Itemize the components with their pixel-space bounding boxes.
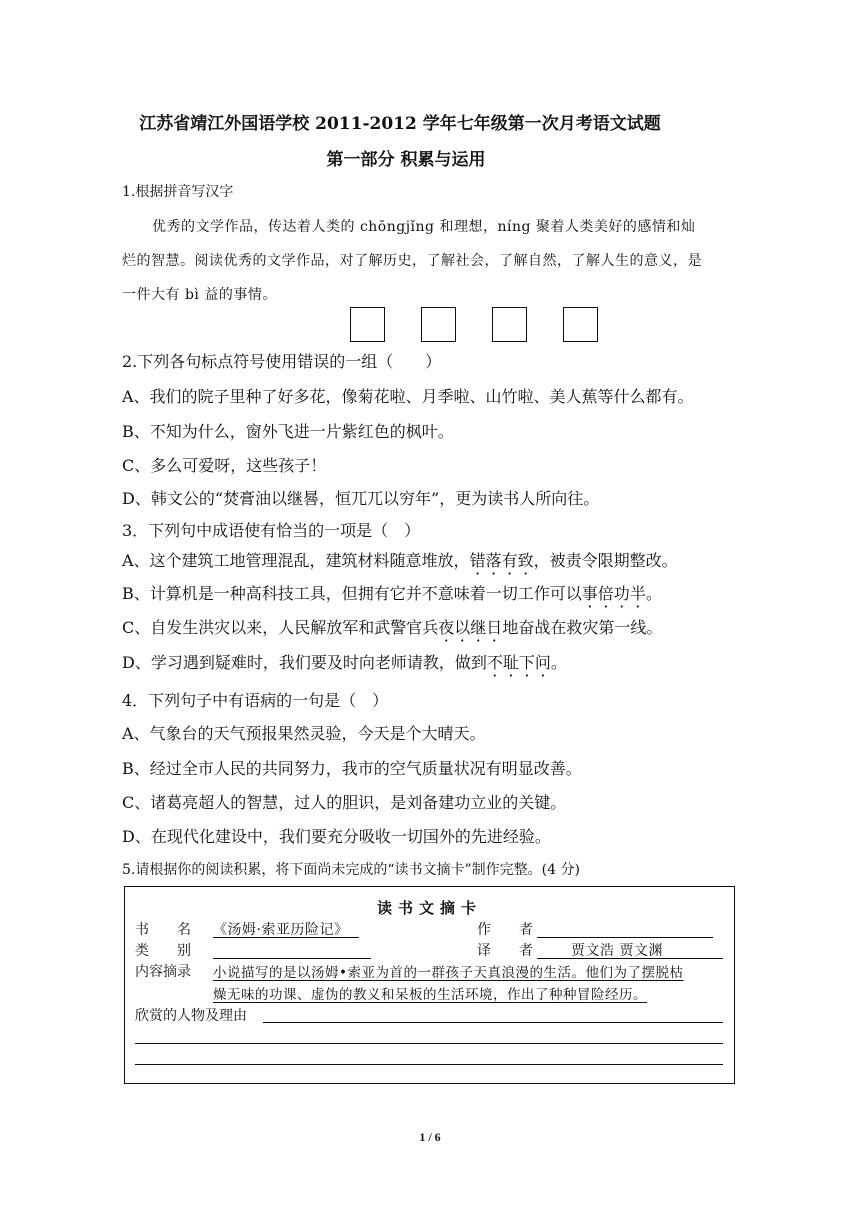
author-label: 作 者	[477, 922, 533, 938]
q2-option-c: C、多么可爱呀，这些孩子！	[122, 456, 327, 475]
q3-option-d	[122, 650, 567, 673]
emphasis-char: 日	[486, 618, 503, 637]
exam-title: 江苏省靖江外国语学校 2011-2012 学年七年级第一次月考语文试题	[139, 114, 661, 134]
reading-card	[124, 886, 735, 1084]
q3-a-pre: A、这个建筑工地管理混乱，建筑材料随意堆放，	[122, 551, 470, 570]
emphasis-char: 功	[613, 584, 630, 603]
q4-option-d: D、在现代化建设中，我们要充分吸收一切国外的先进经验。	[122, 827, 551, 846]
emphasis-char: 耻	[502, 653, 519, 672]
book-value: 《汤姆·索亚历险记》	[213, 922, 349, 938]
q3-option-a	[122, 548, 678, 571]
q5-label: 5.请根据你的阅读积累，将下面尚未完成的“读书文摘卡”制作完整。(4 分)	[122, 862, 580, 878]
emphasis-char: 问	[534, 653, 551, 672]
appreciate-field-3[interactable]	[135, 1064, 723, 1065]
translator-value: 贾文浩 贾文渊	[571, 943, 663, 959]
translator-underline	[537, 958, 723, 959]
q2-option-d: D、韩文公的“焚膏油以继晷，恒兀兀以穷年”，更为读书人所向往。	[122, 489, 600, 508]
emphasis-char: 倍	[597, 584, 614, 603]
q3-option-b	[122, 581, 662, 604]
answer-box[interactable]	[563, 307, 598, 342]
q3-a-idiom	[470, 551, 534, 570]
q1-line3: 一件大有 bì 益的事情。	[122, 287, 277, 303]
q4-option-b: B、经过全市人民的共同努力，我市的空气质量状况有明显改善。	[122, 759, 582, 778]
q3-d-post: 。	[550, 653, 567, 672]
summary-label: 内容摘录	[135, 964, 191, 980]
answer-boxes	[350, 307, 598, 342]
q3-label: 3．下列句中成语使有恰当的一项是（ ）	[122, 521, 421, 540]
book-underline	[213, 937, 359, 938]
emphasis-char: 半	[629, 584, 646, 603]
summary-line1: 小说描写的是以汤姆•索亚为首的一群孩子天真浪漫的生活。他们为了摆脱枯	[213, 965, 684, 981]
summary-line2: 燥无味的功课、虚伪的教义和呆板的生活环境，作出了种种冒险经历。	[213, 987, 647, 1003]
q3-d-idiom	[487, 653, 551, 672]
emphasis-char: 事	[581, 584, 598, 603]
page-number: 1 / 6	[419, 1130, 441, 1144]
q4-option-c: C、诸葛亮超人的智慧，过人的胆识，是刘备建功立业的关键。	[122, 793, 567, 812]
emphasis-char: 继	[470, 618, 487, 637]
emphasis-char: 错	[469, 551, 486, 570]
translator-label: 译 者	[477, 943, 533, 959]
q3-b-post: 。	[645, 584, 662, 603]
emphasis-char: 下	[518, 653, 535, 672]
q1-line2: 烂的智慧。阅读优秀的文学作品，对了解历史，了解社会，了解自然，了解人生的意义，是	[122, 253, 702, 269]
q4-label: 4．下列句子中有语病的一句是（ ）	[122, 691, 389, 710]
q1-line1: 优秀的文学作品，传达着人类的 chōngjǐng 和理想，níng 聚着人类美好的感情和灿	[152, 219, 696, 235]
q3-c-pre: C、自发生洪灾以来，人民解放军和武警官兵	[122, 618, 439, 637]
q3-b-pre: B、计算机是一种高科技工具，但拥有它并不意味着一切工作可以	[122, 584, 582, 603]
emphasis-char: 不	[486, 653, 503, 672]
q1-label: 1.根据拼音写汉字	[122, 184, 234, 200]
q4-option-a: A、气象台的天气预报果然灵验，今天是个大晴天。	[122, 724, 486, 743]
q2-option-b: B、不知为什么，窗外飞进一片紫红色的枫叶。	[122, 422, 454, 441]
appreciate-label: 欣赏的人物及理由	[135, 1008, 247, 1024]
emphasis-char: 致	[517, 551, 534, 570]
q3-c-idiom	[438, 618, 502, 637]
emphasis-char: 落	[485, 551, 502, 570]
q3-option-c	[122, 615, 662, 638]
q3-a-post: ，被责令限期整改。	[533, 551, 678, 570]
q3-b-idiom	[582, 584, 646, 603]
q2-label: 2.下列各句标点符号使用错误的一组（ ）	[122, 352, 442, 371]
q2-option-a: A、我们的院子里种了好多花，像菊花啦、月季啦、山竹啦、美人蕉等什么都有。	[122, 387, 694, 406]
emphasis-char: 夜	[438, 618, 455, 637]
book-label: 书 名	[135, 922, 191, 938]
section-title: 第一部分 积累与运用	[326, 150, 486, 170]
answer-box[interactable]	[421, 307, 456, 342]
category-label: 类 别	[135, 943, 191, 959]
category-field[interactable]	[213, 958, 371, 959]
emphasis-char: 有	[501, 551, 518, 570]
author-field[interactable]	[537, 937, 713, 938]
q3-c-post: 地奋战在救灾第一线。	[502, 618, 663, 637]
answer-box[interactable]	[350, 307, 385, 342]
appreciate-field-2[interactable]	[135, 1043, 723, 1044]
card-title: 读书文摘卡	[376, 899, 482, 917]
appreciate-field-1[interactable]	[263, 1022, 723, 1023]
answer-box[interactable]	[492, 307, 527, 342]
q3-d-pre: D、学习遇到疑难时，我们要及时向老师请教，做到	[122, 653, 487, 672]
emphasis-char: 以	[454, 618, 471, 637]
